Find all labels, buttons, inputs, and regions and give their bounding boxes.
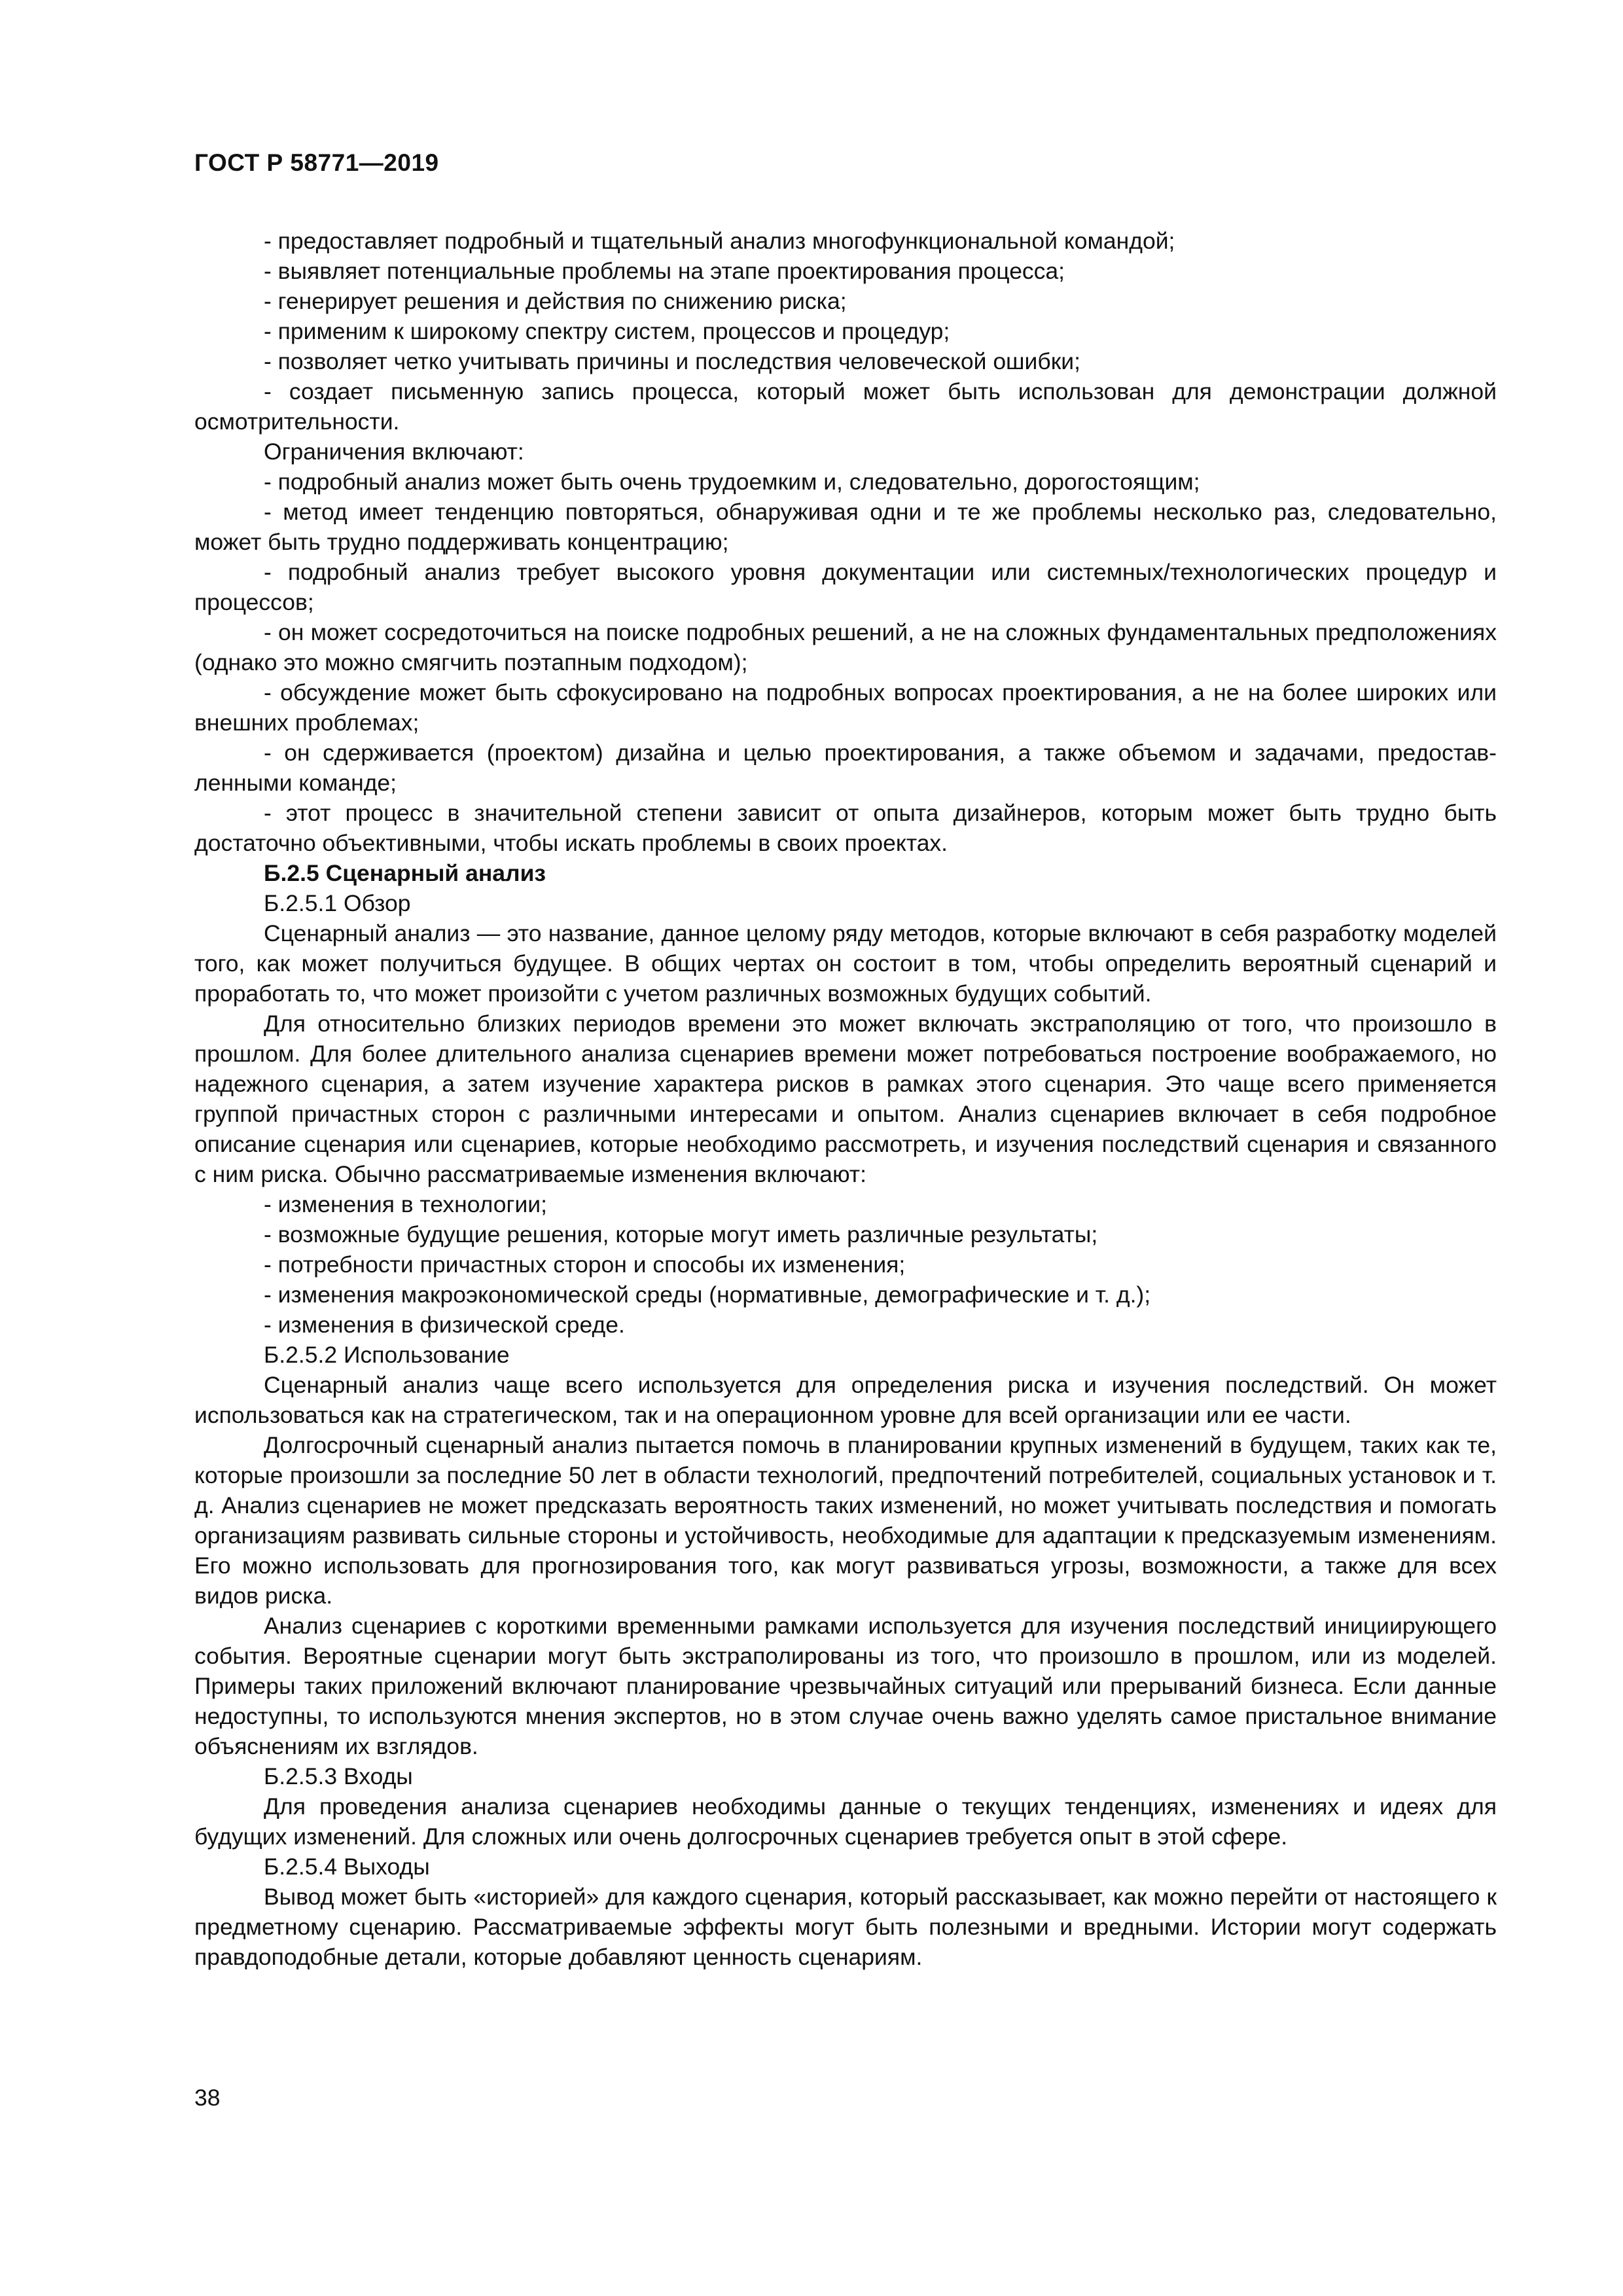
list-item: - создает письменную запись процесса, который может быть использован для демонстрации должной осмотрительности.: [194, 378, 1497, 435]
paragraph: Сценарный анализ — это название, данное целому ряду методов, которые включают в себя разработку моделей того, как может получиться будущее. В общих чертах он состоит в том, чтобы определить вероятный сценарий и проработать то, что может произойти с учетом различных возможных будущих событий.: [194, 920, 1497, 1007]
subsection-heading: Б.2.5.3 Входы: [264, 1763, 413, 1789]
paragraph: Анализ сценариев с короткими временными рамками используется для изучения последствий инициирующего события. Вероятные сценарии могут быть экстраполированы из того, что произошло в прошлом, или из моделей. Примеры таких приложений включают планирование чрезвычайных ситуаций или прерываний бизнеса. Если данные недоступны, то используются мнения экспертов, но в этом случае очень важно уделять самое пристальное внимание объяснениям их взглядов.: [194, 1613, 1497, 1759]
paragraph: Ограничения включают:: [264, 439, 524, 465]
list-item: - изменения в технологии;: [264, 1191, 548, 1217]
paragraph: Долгосрочный сценарный анализ пытается помочь в планировании крупных изменений в будущем, таких как те, которые произошли за последние 50 лет в области технологий, предпочтений потребителей, социальных установок и т. д. Анализ сценариев не может предсказать вероятность таких изменений, но может учитывать последствия и помогать организациям развивать сильные стороны и устойчивость, необходимые для адаптации к предсказуемым изменениям. Его можно использовать для прогнозирования того, как могут развиваться угрозы, возможности, а также для всех видов риска.: [194, 1432, 1497, 1609]
paragraph: Вывод может быть «историей» для каждого сценария, который рассказывает, как можно перейти от настоящего к предметному сценарию. Рассматриваемые эффекты могут быть полезными и вредными. Истории могут содержать правдоподобные детали, которые добавляют ценность сценариям.: [194, 1884, 1497, 1970]
list-item: - подробный анализ требует высокого уровня документации или системных/технологических процедур и процессов;: [194, 559, 1497, 615]
subsection-heading: Б.2.5.4 Выходы: [264, 1854, 430, 1880]
list-item: - подробный анализ может быть очень трудоемким и, следовательно, дорогостоящим;: [264, 469, 1200, 495]
list-item: - позволяет четко учитывать причины и последствия человеческой ошибки;: [264, 348, 1080, 374]
body-text: [194, 226, 1497, 1972]
list-item: - этот процесс в значительной степени зависит от опыта дизайнеров, которым может быть трудно быть достаточно объективными, чтобы искать проблемы в своих проектах.: [194, 800, 1497, 856]
subsection-heading: Б.2.5.1 Обзор: [264, 890, 411, 916]
list-item: - метод имеет тенденцию повторяться, обнаруживая одни и те же проблемы несколько раз, следовательно, может быть трудно поддерживать концентрацию;: [194, 499, 1497, 555]
list-item: - выявляет потенциальные проблемы на этапе проектирования процесса;: [264, 258, 1065, 284]
paragraph: Для относительно близких периодов времени это может включать экстраполяцию от того, что произошло в прошлом. Для более длительного анализа сценариев времени может потребоваться построение воображаемого, но надежного сценария, а затем изучение характера рисков в рамках этого сценария. Это чаще всего применяется группой причастных сторон с различными интересами и опытом. Анализ сценариев включает в себя подробное описание сценария или сценариев, которые необходимо рассмотреть, и изучения последствий сценария и связанного с ним риска. Обычно рассматриваемые изменения включают:: [194, 1011, 1497, 1187]
list-item: - обсуждение может быть сфокусировано на подробных вопросах проектирования, а не на более широких или внешних проблемах;: [194, 679, 1497, 736]
list-item: - применим к широкому спектру систем, процессов и процедур;: [264, 318, 950, 344]
page-number: 38: [194, 2085, 221, 2111]
section-heading: Б.2.5 Сценарный анализ: [264, 860, 546, 886]
subsection-heading: Б.2.5.2 Использование: [264, 1342, 510, 1368]
standard-code-header: ГОСТ Р 58771—2019: [194, 149, 439, 176]
list-item: - он может сосредоточиться на поиске подробных решений, а не на сложных фундаментальных предположениях (однако это можно смягчить поэтапным подходом);: [194, 619, 1497, 675]
list-item: - изменения макроэкономической среды (нормативные, демографические и т. д.);: [264, 1282, 1151, 1308]
list-item: - предоставляет подробный и тщательный анализ многофункциональной командой;: [264, 228, 1175, 254]
list-item: - возможные будущие решения, которые могут иметь различные результаты;: [264, 1221, 1098, 1247]
list-item: - изменения в физической среде.: [264, 1312, 625, 1338]
list-item: - он сдерживается (проектом) дизайна и целью проектирования, а также объемом и задачами, предоставленными команде;: [194, 740, 1497, 796]
paragraph: Сценарный анализ чаще всего используется для определения риска и изучения последствий. Он может использоваться как на стратегическом, так и на операционном уровне для всей организации или ее части.: [194, 1372, 1497, 1428]
list-item: - генерирует решения и действия по снижению риска;: [264, 288, 847, 314]
list-item: - потребности причастных сторон и способы их изменения;: [264, 1251, 906, 1278]
paragraph: Для проведения анализа сценариев необходимы данные о текущих тенденциях, изменениях и идеях для будущих изменений. Для сложных или очень долгосрочных сценариев требуется опыт в этой сфере.: [194, 1793, 1497, 1850]
